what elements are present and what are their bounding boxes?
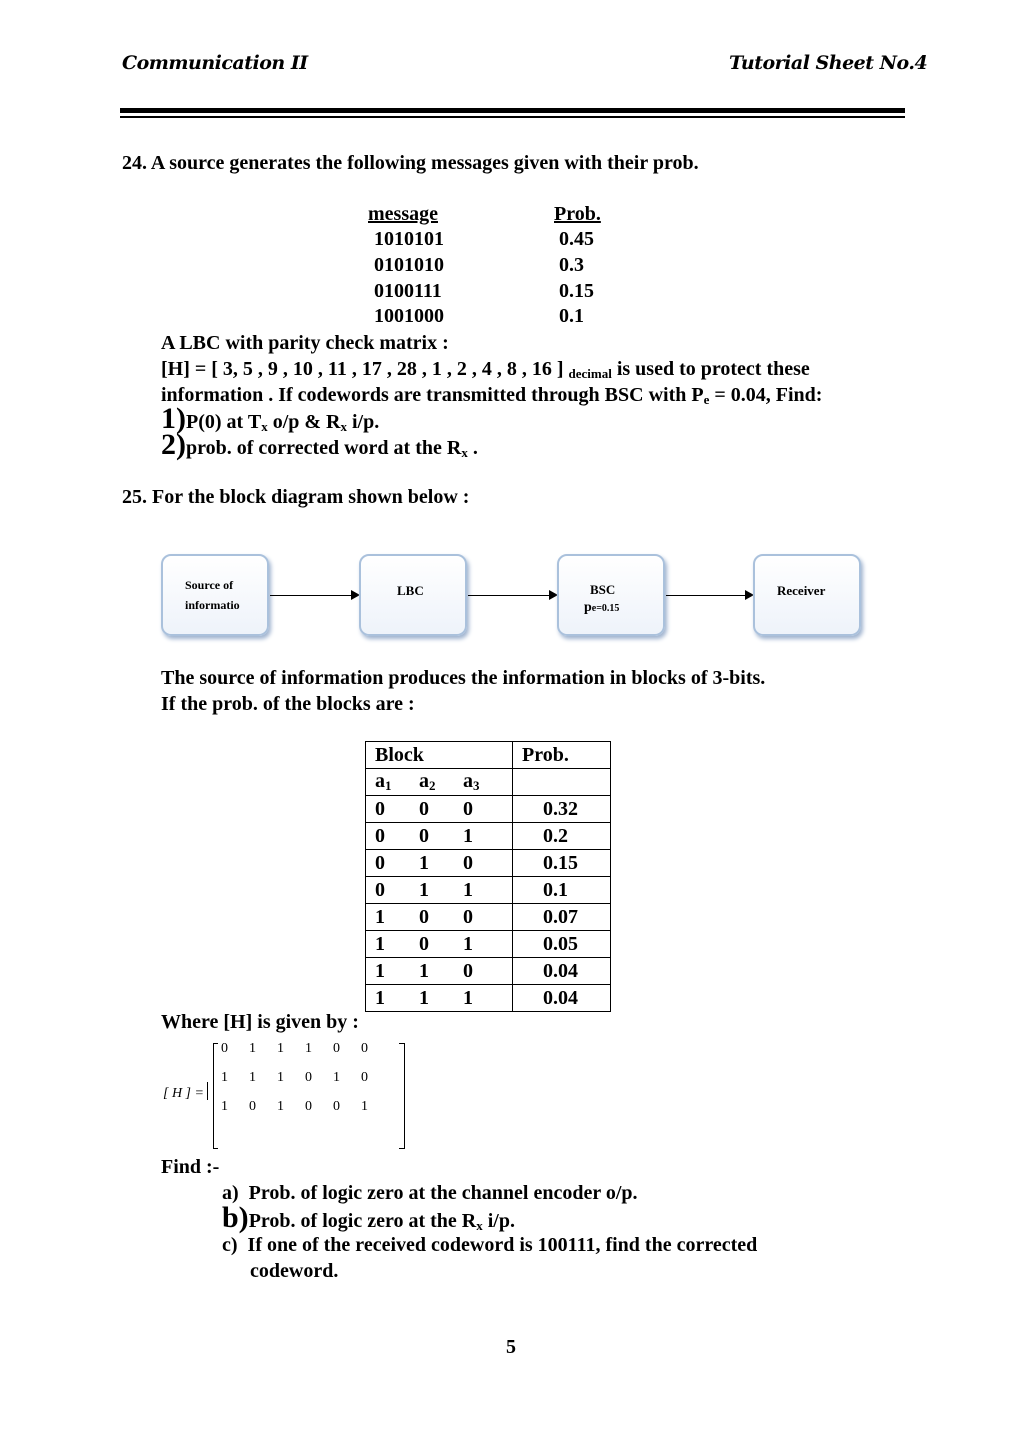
find-item-b-sub: x	[476, 1218, 483, 1233]
table-prob-cell: 0.2	[513, 823, 611, 850]
find-item-b-text: i/p.	[482, 1210, 515, 1232]
diagram-lbc-label: LBC	[397, 583, 424, 598]
table-bits-cell: 1 1 1	[366, 985, 513, 1012]
find-item-c	[222, 1232, 757, 1258]
q24-item-2-number: 2)	[161, 428, 186, 461]
matrix-right-bracket-bottom	[399, 1148, 404, 1149]
table-prob-cell: 0.05	[513, 931, 611, 958]
header-right-title: Tutorial Sheet No.4	[729, 52, 928, 74]
page-number: 5	[506, 1336, 516, 1358]
table-bits-cell: 1 1 0	[366, 958, 513, 985]
diagram-source-label: Source of	[185, 578, 234, 592]
find-heading: Find :-	[161, 1156, 220, 1178]
q24-item-1-text: o/p & R	[267, 411, 341, 433]
q24-h-decimal: decimal	[568, 366, 612, 381]
table-row	[366, 931, 611, 958]
q24-h-rest: is used to protect these	[611, 358, 810, 380]
matrix-right-bracket-top	[399, 1043, 404, 1044]
table-prob-cell: 0.1	[513, 877, 611, 904]
q24-item-2	[161, 428, 478, 466]
q24-h-values: [H] = [ 3, 5 , 9 , 10 , 11 , 17 , 28 , 1 , 2 , 4 , 8 , 16 ]	[161, 358, 564, 380]
q24-col-message: message	[368, 203, 438, 225]
diagram-bsc-pe	[584, 600, 619, 616]
q24-item-1-sub: x	[340, 419, 347, 434]
h-matrix-row: 0 1 1 1 0 0	[221, 1041, 368, 1056]
table-head-block: Block	[366, 742, 513, 769]
table-row	[366, 877, 611, 904]
q24-message: 1001000	[374, 305, 444, 327]
bit-label-a2: $a_2$	[419, 770, 436, 793]
diagram-lbc-box	[359, 554, 467, 636]
table-head-prob: Prob.	[513, 742, 611, 769]
table-prob-cell: 0.32	[513, 796, 611, 823]
table-row	[366, 823, 611, 850]
diagram-arrow	[468, 595, 556, 596]
q24-info-text-end: = 0.04, Find:	[709, 384, 823, 406]
h-matrix-row: 1 1 1 0 1 0	[221, 1070, 368, 1085]
q25-where-text: Where [H] is given by :	[161, 1011, 359, 1033]
q24-item-1-text: i/p.	[346, 411, 380, 433]
q24-info-text: information . If codewords are transmitted through BSC with P	[161, 384, 704, 406]
header-rule-thin	[120, 116, 905, 118]
find-item-b-label: b)	[222, 1201, 249, 1234]
q24-prob: 0.3	[559, 254, 584, 276]
bit-label-a3: $a_3$	[463, 770, 480, 793]
find-item-b-text: Prob. of logic zero at the R	[248, 1210, 477, 1232]
q24-message: 1010101	[374, 228, 444, 250]
table-row	[366, 958, 611, 985]
table-bit-labels	[366, 769, 513, 796]
table-bits-cell: 1 0 1	[366, 931, 513, 958]
find-item-c-text: If one of the received codeword is 100111, find the corrected	[247, 1234, 758, 1256]
q24-prob: 0.45	[559, 228, 594, 250]
bit-label-a1: $a_1$	[375, 770, 392, 793]
table-row	[366, 904, 611, 931]
table-prob-cell: 0.04	[513, 958, 611, 985]
matrix-left-bracket-bottom	[213, 1148, 218, 1149]
find-item-a-text: Prob. of logic zero at the channel encoder o/p.	[248, 1182, 638, 1204]
h-matrix-row: 1 0 1 0 0 1	[221, 1099, 368, 1114]
q24-intro: 24. A source generates the following messages given with their prob.	[122, 152, 699, 174]
diagram-receiver-label: Receiver	[777, 583, 826, 598]
q24-prob: 0.15	[559, 280, 594, 302]
q24-item-1-number: 1)	[161, 402, 186, 435]
table-bits-cell: 0 1 1	[366, 877, 513, 904]
find-item-a-label: a)	[222, 1182, 239, 1204]
diagram-bsc-p: p	[584, 600, 592, 615]
diagram-receiver-box	[753, 554, 861, 636]
q24-col-prob: Prob.	[554, 203, 601, 225]
matrix-right-bracket	[404, 1043, 405, 1149]
table-header-row	[366, 742, 611, 769]
diagram-bsc-p-sub: e=0.15	[591, 603, 620, 614]
diagram-source-label: informatio	[185, 598, 240, 612]
q25-intro: 25. For the block diagram shown below :	[122, 486, 470, 508]
q25-text-2: If the prob. of the blocks are :	[161, 693, 415, 715]
table-empty-cell	[513, 769, 611, 796]
find-item-c-continued: codeword.	[250, 1260, 339, 1282]
q25-text-1: The source of information produces the information in blocks of 3-bits.	[161, 667, 766, 689]
table-row	[366, 796, 611, 823]
q24-item-2-text: prob. of corrected word at the R	[186, 437, 462, 459]
table-prob-cell: 0.07	[513, 904, 611, 931]
table-bits-cell: 1 0 0	[366, 904, 513, 931]
diagram-source-box	[161, 554, 269, 636]
h-matrix-label: [ H ] =	[163, 1086, 204, 1101]
q24-item-2-text: .	[467, 437, 478, 459]
block-prob-table	[365, 741, 611, 1012]
diagram-arrow	[270, 595, 358, 596]
find-item-a	[222, 1180, 638, 1206]
table-bits-cell: 0 0 0	[366, 796, 513, 823]
table-row	[366, 985, 611, 1012]
table-bits-cell: 0 0 1	[366, 823, 513, 850]
matrix-left-bracket	[213, 1043, 214, 1149]
q24-message: 0101010	[374, 254, 444, 276]
q24-item-1-sub: x	[261, 419, 268, 434]
diagram-bsc-box	[557, 554, 665, 636]
q24-item-2-sub: x	[461, 445, 468, 460]
table-prob-cell: 0.15	[513, 850, 611, 877]
diagram-arrow	[666, 595, 752, 596]
q24-lbc-line: A LBC with parity check matrix :	[161, 332, 449, 354]
table-row	[366, 850, 611, 877]
matrix-brace-mid	[207, 1082, 208, 1100]
table-prob-cell: 0.04	[513, 985, 611, 1012]
header-left-title: Communication II	[122, 52, 308, 74]
q24-info-sub: e	[703, 392, 710, 407]
q24-item-1-text: P(0) at T	[186, 411, 262, 433]
diagram-bsc-label: BSC	[590, 582, 616, 597]
q24-message: 0100111	[374, 280, 442, 302]
table-subheader-row	[366, 769, 611, 796]
header-rule-thick	[120, 108, 905, 113]
find-item-c-label: c)	[222, 1234, 238, 1256]
table-bits-cell: 0 1 0	[366, 850, 513, 877]
matrix-left-bracket-top	[213, 1043, 218, 1044]
q24-prob: 0.1	[559, 305, 584, 327]
